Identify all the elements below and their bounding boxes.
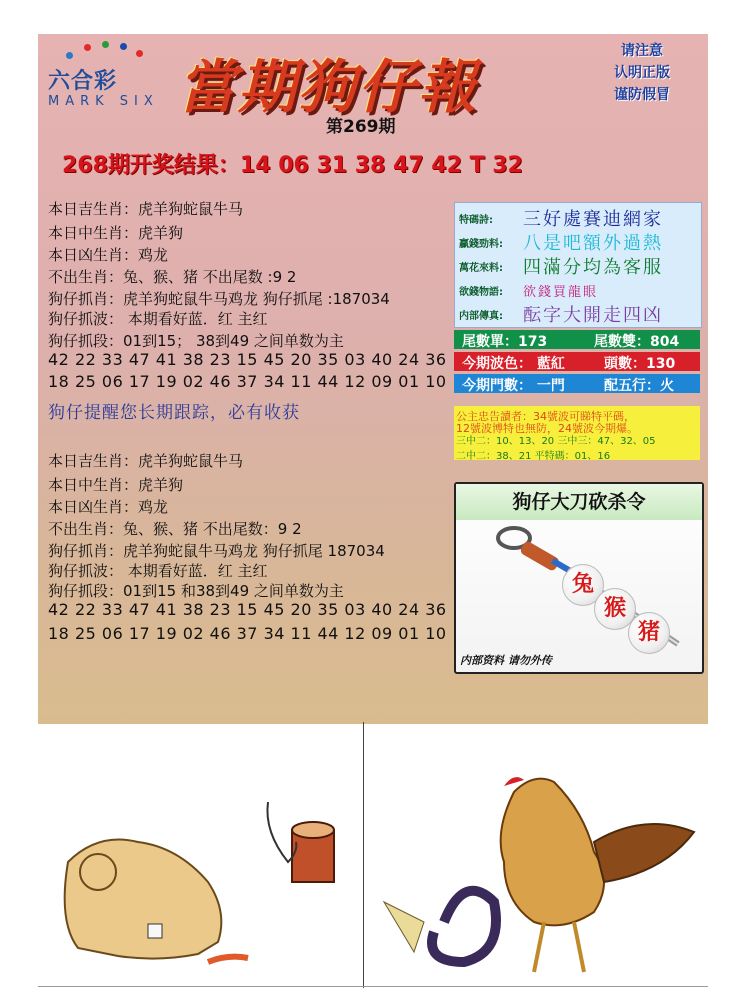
wave-color: 今期波色： 藍紅 xyxy=(462,356,565,372)
tips-line: 公主忠告讀者：34號波可睇特平碼， xyxy=(456,410,635,423)
zodiac-ball: 兔 xyxy=(562,564,604,606)
five-elements: 配五行：火 xyxy=(604,378,674,394)
tail-odd: 尾數單：173 xyxy=(462,334,548,350)
number-row: 18 25 06 17 19 02 46 37 34 11 44 12 09 01 10 xyxy=(48,372,447,391)
excluded-zodiac: 不出生肖：兔、猴、猪 不出尾数 :9 2 xyxy=(48,268,297,286)
tail-even: 尾數雙：804 xyxy=(594,334,680,350)
picked-zodiac: 狗仔抓肖：虎羊狗蛇鼠牛马鸡龙 狗仔抓尾 187034 xyxy=(48,542,385,560)
tiger-illustration xyxy=(38,722,363,988)
kill-footer: 内部资料 请勿外传 xyxy=(460,654,552,667)
info-value: 酝字大開走四凶 xyxy=(523,305,663,326)
info-value: 八是吧額外過熱 xyxy=(523,233,663,254)
tips-line: 三中二：10、13、20 三中三：47、32、05 xyxy=(456,436,656,447)
tail-bar xyxy=(454,330,700,349)
info-value: 四滿分均為客服 xyxy=(523,257,663,278)
info-label: 欲錢物語: xyxy=(459,287,503,298)
number-row: 42 22 33 47 41 38 23 15 45 20 35 03 40 24 36 xyxy=(48,600,447,619)
notice-line: 请注意 xyxy=(621,43,663,59)
gate-count: 今期門數： 一門 xyxy=(462,378,565,394)
info-row xyxy=(459,277,699,301)
mid-zodiac: 本日中生肖：虎羊狗 xyxy=(48,224,184,242)
tips-combos xyxy=(456,434,656,464)
info-row xyxy=(459,253,699,277)
picked-wave: 狗仔抓波： 本期看好蓝．红 主红 xyxy=(48,562,268,580)
lucky-zodiac: 本日吉生肖：虎羊狗蛇鼠牛马 xyxy=(48,200,244,218)
logo-cn: 六合彩 xyxy=(48,69,118,94)
info-label: 萬花來料: xyxy=(459,263,503,274)
info-row xyxy=(459,205,699,229)
picked-zodiac: 狗仔抓肖：虎羊狗蛇鼠牛马鸡龙 狗仔抓尾 :187034 xyxy=(48,290,390,308)
picked-range: 狗仔抓段：01到15 和38到49 之间单数为主 xyxy=(48,582,344,600)
notice-line: 认明正版 xyxy=(614,65,670,81)
rooster-illustration xyxy=(364,722,708,986)
info-row xyxy=(459,301,699,325)
info-value: 三好處賽迪網家 xyxy=(523,209,663,230)
logo-en: MARK SIX xyxy=(48,94,159,109)
info-value: 欲錢買龍眼 xyxy=(523,285,599,300)
info-label: 内部傳真: xyxy=(459,311,503,322)
bad-zodiac: 本日凶生肖：鸡龙 xyxy=(48,498,169,516)
page-title: 當期狗仔報 xyxy=(178,53,479,121)
info-row xyxy=(459,229,699,253)
gate-bar xyxy=(454,374,700,393)
draw-result: 268期开奖结果：14 06 31 38 47 42 T 32 xyxy=(62,153,523,178)
number-row: 42 22 33 47 41 38 23 15 45 20 35 03 40 24 36 xyxy=(48,350,447,369)
kill-box xyxy=(454,482,704,674)
info-label: 贏錢勁料: xyxy=(459,239,503,250)
tips-panel xyxy=(454,406,700,460)
info-box xyxy=(454,202,702,328)
issue-number: 第269期 xyxy=(326,117,396,137)
notice xyxy=(604,40,680,106)
mid-zodiac: 本日中生肖：虎羊狗 xyxy=(48,476,184,494)
wave-bar xyxy=(454,352,700,371)
bad-zodiac: 本日凶生肖：鸡龙 xyxy=(48,246,169,264)
picked-range: 狗仔抓段：01到15； 38到49 之间单数为主 xyxy=(48,332,344,350)
picked-wave: 狗仔抓波： 本期看好蓝．红 主红 xyxy=(48,310,268,328)
number-row: 18 25 06 17 19 02 46 37 34 11 44 12 09 01 10 xyxy=(48,624,447,643)
excluded-zodiac: 不出生肖：兔、猴、猪 不出尾数：9 2 xyxy=(48,520,302,538)
bottom-border xyxy=(38,986,708,987)
head-count: 頭數：130 xyxy=(604,356,676,372)
info-label: 特碼詩: xyxy=(459,215,493,226)
reminder: 狗仔提醒您长期跟踪，必有收获 xyxy=(48,403,300,423)
zodiac-ball: 猴 xyxy=(594,588,636,630)
tips-line: 12號波博特也無防，24號波今期爆。 xyxy=(456,422,638,435)
zodiac-ball: 猪 xyxy=(628,612,670,654)
notice-line: 谨防假冒 xyxy=(614,87,670,103)
tips-line: 二中二：38、21 平特碼：01、16 xyxy=(456,451,611,462)
lucky-zodiac: 本日吉生肖：虎羊狗蛇鼠牛马 xyxy=(48,452,244,470)
kill-title: 狗仔大刀砍杀令 xyxy=(456,484,702,520)
